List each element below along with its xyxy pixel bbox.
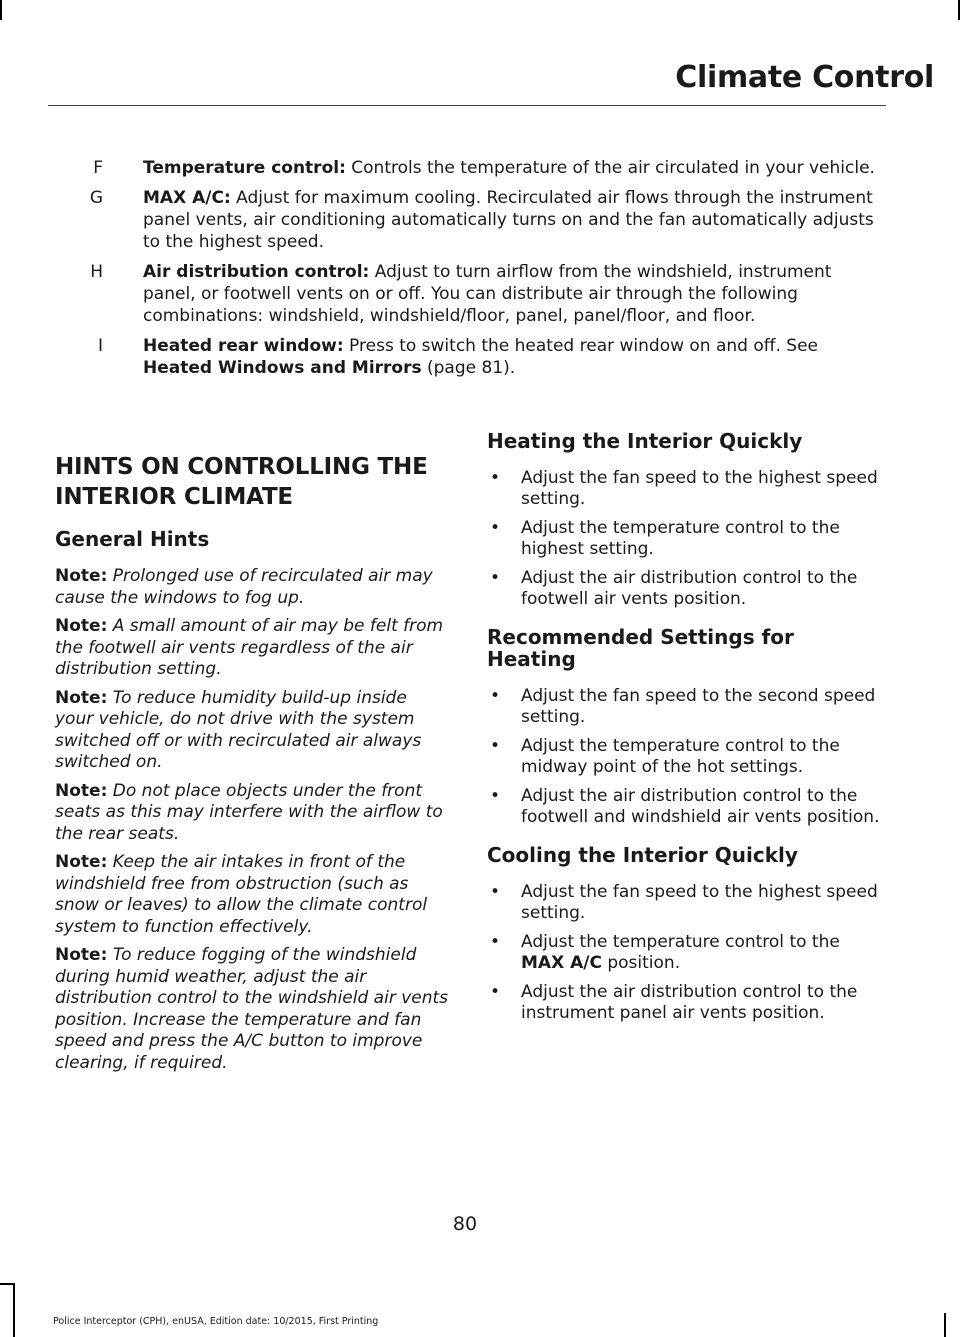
- note-text: Prolonged use of recirculated air may cause the windows to fog up.: [55, 566, 433, 608]
- legend-letter: F: [93, 158, 103, 178]
- section-heading-hints: [55, 452, 450, 512]
- list-item: [487, 932, 882, 974]
- crop-mark-bottom-right: [944, 1313, 946, 1337]
- legend-item-g: [48, 187, 888, 253]
- legend-term: Air distribution control:: [143, 262, 370, 282]
- right-column: [487, 430, 882, 1040]
- footer-edition-info: Police Interceptor (CPH), enUSA, Edition date: 10/2015, First Printing: [53, 1316, 379, 1327]
- subheading-recommended-heating: [487, 626, 882, 670]
- legend-text: Adjust to turn airflow from the windshield, instrument panel, or footwell vents on or off. You can distribute air through the following combinations: windshield, windshield/floor, panel, panel/floor, and floor.: [143, 262, 832, 326]
- note-label: Note:: [55, 687, 108, 708]
- page-title: Climate Control: [675, 60, 934, 95]
- list-item: • Adjust the temperature control to the midway point of the hot settings.: [487, 736, 882, 778]
- bullet-list-heating-quickly: [487, 468, 882, 610]
- header-divider: [48, 105, 886, 106]
- heading-line-1: HINTS ON CONTROLLING THE: [55, 454, 428, 480]
- list-item: • Adjust the fan speed to the highest speed setting.: [487, 882, 882, 924]
- list-item-text: position.: [601, 953, 681, 973]
- list-item: • Adjust the fan speed to the second speed setting.: [487, 686, 882, 728]
- note-paragraph: [55, 688, 450, 774]
- legend-text: Adjust for maximum cooling. Recirculated air flows through the instrument panel vents, air conditioning automatically turns on and the fan automatically adjusts to the highest speed.: [143, 188, 874, 252]
- legend-item-i: [48, 335, 888, 379]
- note-paragraph: [55, 616, 450, 681]
- note-label: Note:: [55, 852, 108, 872]
- cross-reference-link[interactable]: Heated Windows and Mirrors: [143, 358, 422, 378]
- legend-page-ref: (page 81).: [421, 358, 516, 378]
- subheading-cooling-quickly: Cooling the Interior Quickly: [487, 843, 798, 867]
- subheading-general-hints: General Hints: [55, 527, 210, 551]
- note-label: Note:: [55, 616, 108, 636]
- legend-letter: I: [97, 336, 103, 356]
- note-text: A small amount of air may be felt from the footwell air vents regardless of the air distribution setting.: [55, 616, 444, 679]
- legend-letter: G: [89, 188, 103, 208]
- note-paragraph: [55, 945, 450, 1074]
- bullet-list-cooling-quickly: [487, 882, 882, 1024]
- legend-description: [143, 335, 883, 379]
- note-label: Note:: [55, 945, 108, 965]
- list-item: • Adjust the temperature control to the highest setting.: [487, 518, 882, 560]
- legend-description: [143, 157, 883, 179]
- legend-text: Press to switch the heated rear window on and off. See: [343, 336, 819, 356]
- legend-item-f: [48, 157, 888, 179]
- bullet-list-recommended-heating: [487, 686, 882, 828]
- list-item: • Adjust the air distribution control to the footwell and windshield air vents position.: [487, 786, 882, 828]
- list-item-text: Adjust the temperature control to the: [521, 932, 840, 952]
- note-text: To reduce humidity build-up inside your vehicle, do not drive with the system switched off or with recirculated air always switched on.: [55, 687, 422, 772]
- list-item: • Adjust the air distribution control to the footwell air vents position.: [487, 568, 882, 610]
- legend-description: [143, 187, 883, 253]
- subheading-heating-quickly: Heating the Interior Quickly: [487, 429, 803, 453]
- crop-mark-top-left: [0, 0, 2, 20]
- legend-term: MAX A/C:: [143, 188, 231, 208]
- note-paragraph: [55, 566, 450, 609]
- note-text: To reduce fogging of the windshield during humid weather, adjust the air distribution control to the windshield air vents position. Increase the temperature and fan speed and press the A/C button to improve clearing, if required.: [55, 945, 449, 1073]
- callout-legend: [48, 157, 888, 387]
- note-label: Note:: [55, 566, 108, 586]
- heading-line-2: Heating: [487, 647, 576, 671]
- note-label: Note:: [55, 780, 108, 801]
- legend-text: Controls the temperature of the air circulated in your vehicle.: [345, 158, 875, 178]
- note-text: Keep the air intakes in front of the windshield free from obstruction (such as snow or leaves) to allow the climate control system to function effectively.: [55, 852, 428, 937]
- legend-item-h: [48, 261, 888, 327]
- crop-mark-bottom-left-h: [0, 1283, 15, 1285]
- heading-line-2: INTERIOR CLIMATE: [55, 484, 293, 510]
- list-item: • Adjust the fan speed to the highest speed setting.: [487, 468, 882, 510]
- note-paragraph: [55, 852, 450, 938]
- crop-mark-bottom-left: [13, 1283, 15, 1337]
- legend-term: Temperature control:: [143, 158, 346, 178]
- note-text: Do not place objects under the front seats as this may interfere with the airflow to the rear seats.: [55, 780, 443, 844]
- list-item: • Adjust the air distribution control to the instrument panel air vents position.: [487, 982, 882, 1024]
- max-ac-term: MAX A/C: [521, 953, 602, 973]
- page-number: 80: [452, 1213, 478, 1235]
- legend-letter: H: [90, 262, 103, 282]
- left-column: [55, 452, 450, 1081]
- legend-description: [143, 261, 883, 327]
- heading-line-1: Recommended Settings for: [487, 625, 794, 649]
- note-paragraph: [55, 781, 450, 846]
- legend-term: Heated rear window:: [143, 336, 344, 356]
